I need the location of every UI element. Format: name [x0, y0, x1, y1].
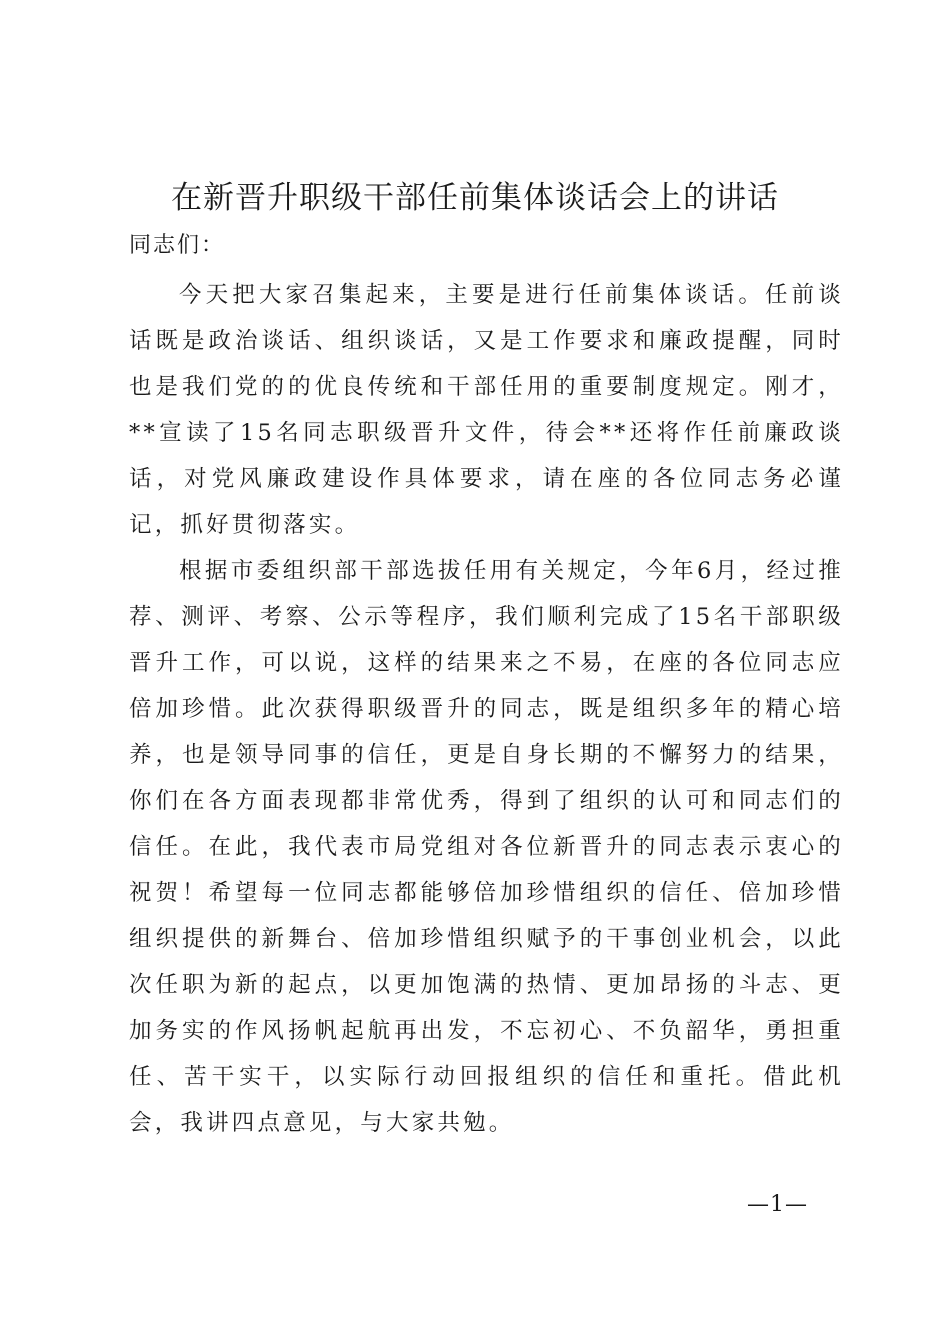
document-title: 在新晋升职级干部任前集体谈话会上的讲话	[171, 180, 779, 216]
body-paragraph-1: 今天把大家召集起来，主要是进行任前集体谈话。任前谈话既是政治谈话、组织谈话，又是工作要求和廉政提醒，同时也是我们党的的优良传统和干部任用的重要制度规定。刚才，**宣读了15名同志职级晋升文件，待会**还将作任前廉政谈话，对党风廉政建设作具体要求，请在座的各位同志务必谨记，抓好贯彻落实。	[129, 282, 844, 538]
salutation: 同志们：	[129, 233, 226, 258]
page-number: —1—	[747, 1192, 808, 1217]
body-paragraph-2: 根据市委组织部干部选拔任用有关规定，今年6月，经过推荐、测评、考察、公示等程序，我们顺利完成了15名干部职级晋升工作，可以说，这样的结果来之不易，在座的各位同志应倍加珍惜。此次获得职级晋升的同志，既是组织多年的精心培养，也是领导同事的信任，更是自身长期的不懈努力的结果，你们在各方面表现都非常优秀，得到了组织的认可和同志们的信任。在此，我代表市局党组对各位新晋升的同志表示衷心的祝贺！希望每一位同志都能够倍加珍惜组织的信任、倍加珍惜组织提供的新舞台、倍加珍惜组织赋予的干事创业机会，以此次任职为新的起点，以更加饱满的热情、更加昂扬的斗志、更加务实的作风扬帆起航再出发，不忘初心、不负韶华，勇担重任、苦干实干，以实际行动回报组织的信任和重托。借此机会，我讲四点意见，与大家共勉。	[129, 558, 844, 1136]
